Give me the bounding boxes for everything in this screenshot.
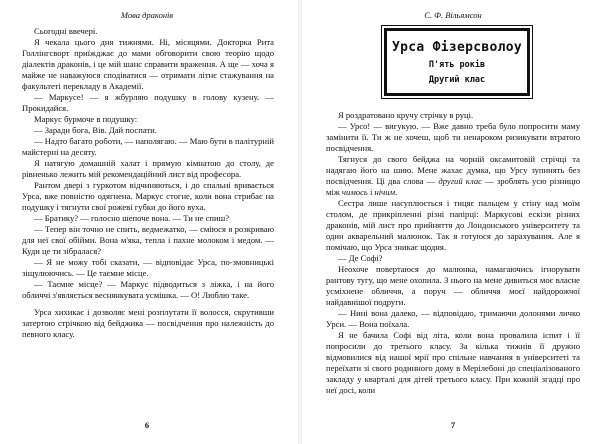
paragraph: — Маркусе! — я жбурляю подушку в голову кузену. — Прокидайся. — [22, 92, 274, 113]
text-run: і — [367, 187, 375, 197]
text-run: — зроблять усю різницю між — [326, 176, 580, 197]
paragraph: — Де Софі? — [338, 253, 383, 263]
left-page-number: 6 — [144, 420, 150, 430]
right-page-number: 7 — [450, 420, 456, 430]
badge-class: Другий клас — [428, 75, 486, 85]
emphasis: нічим — [374, 187, 396, 197]
badge-name: Урса Фізерсволоу — [391, 40, 523, 55]
paragraph: Маркус бурмоче в подушку: — [34, 114, 138, 124]
badge-age: П'ять років — [428, 60, 486, 70]
emphasis: чимось — [341, 187, 368, 197]
paragraph: Рантом двері з гуркотом відчиняються, і до спальні вривається Урса, вже повністю одягнена. Маркус стогне, коли вона стрибає на подушку і тягнути свої рожеві губки до його вуха. — [22, 180, 274, 212]
text-run: . — [395, 187, 398, 197]
paragraph: — Братику? — голосно шепоче вона. — Ти не спиш? — [34, 213, 230, 223]
right-page — [302, 0, 600, 444]
paragraph: Сьогодні ввечері. — [34, 26, 98, 36]
paragraph: — Надто багато роботи, — наполягаю. — Маю бути в палітурній майстерні на десяту. — [22, 136, 274, 157]
left-page — [0, 0, 298, 444]
right-body-text — [326, 110, 580, 396]
paragraph: — Заради бога, Вів. Дай поспати. — [34, 125, 157, 135]
paragraph: — Я не можу тобі сказати, — відповідає Урса, по-змовницькі зіщулюючись. — Це таємне місце. — [22, 257, 274, 278]
left-running-head: Мова драконів — [120, 10, 174, 20]
paragraph: Сестра лише насуплюється і тицяє пальцем у стіну над моїм столом, де прикріпленні різні папірці: Маркусові ескізи різних драконів, мій лист про прийняття до Лондонського університету та один акварельний малюнок. Так я готуюся до зарахування. Але я помічаю, що Урса зникає щодня. — [326, 198, 580, 252]
id-badge — [384, 28, 530, 96]
paragraph: Я натягую домашній халат і прямую кімнатою до столу, де рівненько лежить мій рекомендаційний лист від професора. — [22, 158, 274, 179]
paragraph — [326, 154, 580, 198]
text-run: Тягнуся до свого бейджа на чорній оксамитовій стрічці та надягаю його на шию. Мене жахає думка, що Урсу зупинять без посвідчення. Ці два слова — — [326, 154, 580, 186]
left-body-text — [22, 26, 274, 340]
paragraph: Урса хихикає і дозволяє мені розплутати її волосся, скрутивши затертою стрічкою від бейджика — посвідчення про належність до певного класу. — [22, 307, 274, 339]
paragraph: — Урсо! — вигукую. — Вже давно треба було попросити маму замінити її. Ти ж не хочеш, щоб ти ненароком ризикувати втратою посвідчення. — [326, 121, 580, 153]
paragraph: — Нині вона далеко, — відповідаю, тримаючи долонями личко Урси. — Вона поїхала. — [326, 308, 580, 329]
paragraph: — Таємне місце? — Маркус підводиться з ліжка, і на його обличчі з'являється веснянкувата усмішка. — О! Люблю таке. — [22, 279, 274, 300]
paragraph: Неохоче повертаюся до малюнка, намагаючись ігнорувати рантову тугу, що мене охопила. З нього на мене дивиться моє власне усміхнене обличчя, а поруч — обличчя моєї найдорожчої найдавнішої подруги. — [326, 264, 580, 307]
paragraph: — Тепер він точно не спить, ведмежатко, — сміюся я розкриваю для неї свої обійми. Вона м'яка, тепла і пахне молоком і медом. — Куди це ти зібралася? — [22, 224, 274, 256]
paragraph: Я роздратовано кручу стрічку в руці. — [338, 110, 474, 120]
paragraph: Я чекала цього дня тижнями. Ні, місяцями. Докторка Рита Голлінгсворт приїжджає до мами обговорити свою теорію щодо діалектів драконів, і це мій шанс справити враження. А ще — хоча я майже не наважуюся сподіватися — отримати літнє стажування на факультеті перекладу в Академії. — [22, 37, 274, 91]
right-running-head: С. Ф. Вільямсон — [424, 10, 482, 20]
paragraph: Я не бачила Софі від літа, коли вона провалила іспит і її попросили до третього класу. За кілька тижнів її дружно відмовилися від нашої мрії про спільне навчання в університеті та переїхати зі свого родинного дому в Мерілебоні до спеціалізованого закладу у кварталі для дітей третього класу. При кожній згадці про неї досі, коли — [326, 330, 580, 395]
emphasis: другий клас — [438, 176, 482, 186]
